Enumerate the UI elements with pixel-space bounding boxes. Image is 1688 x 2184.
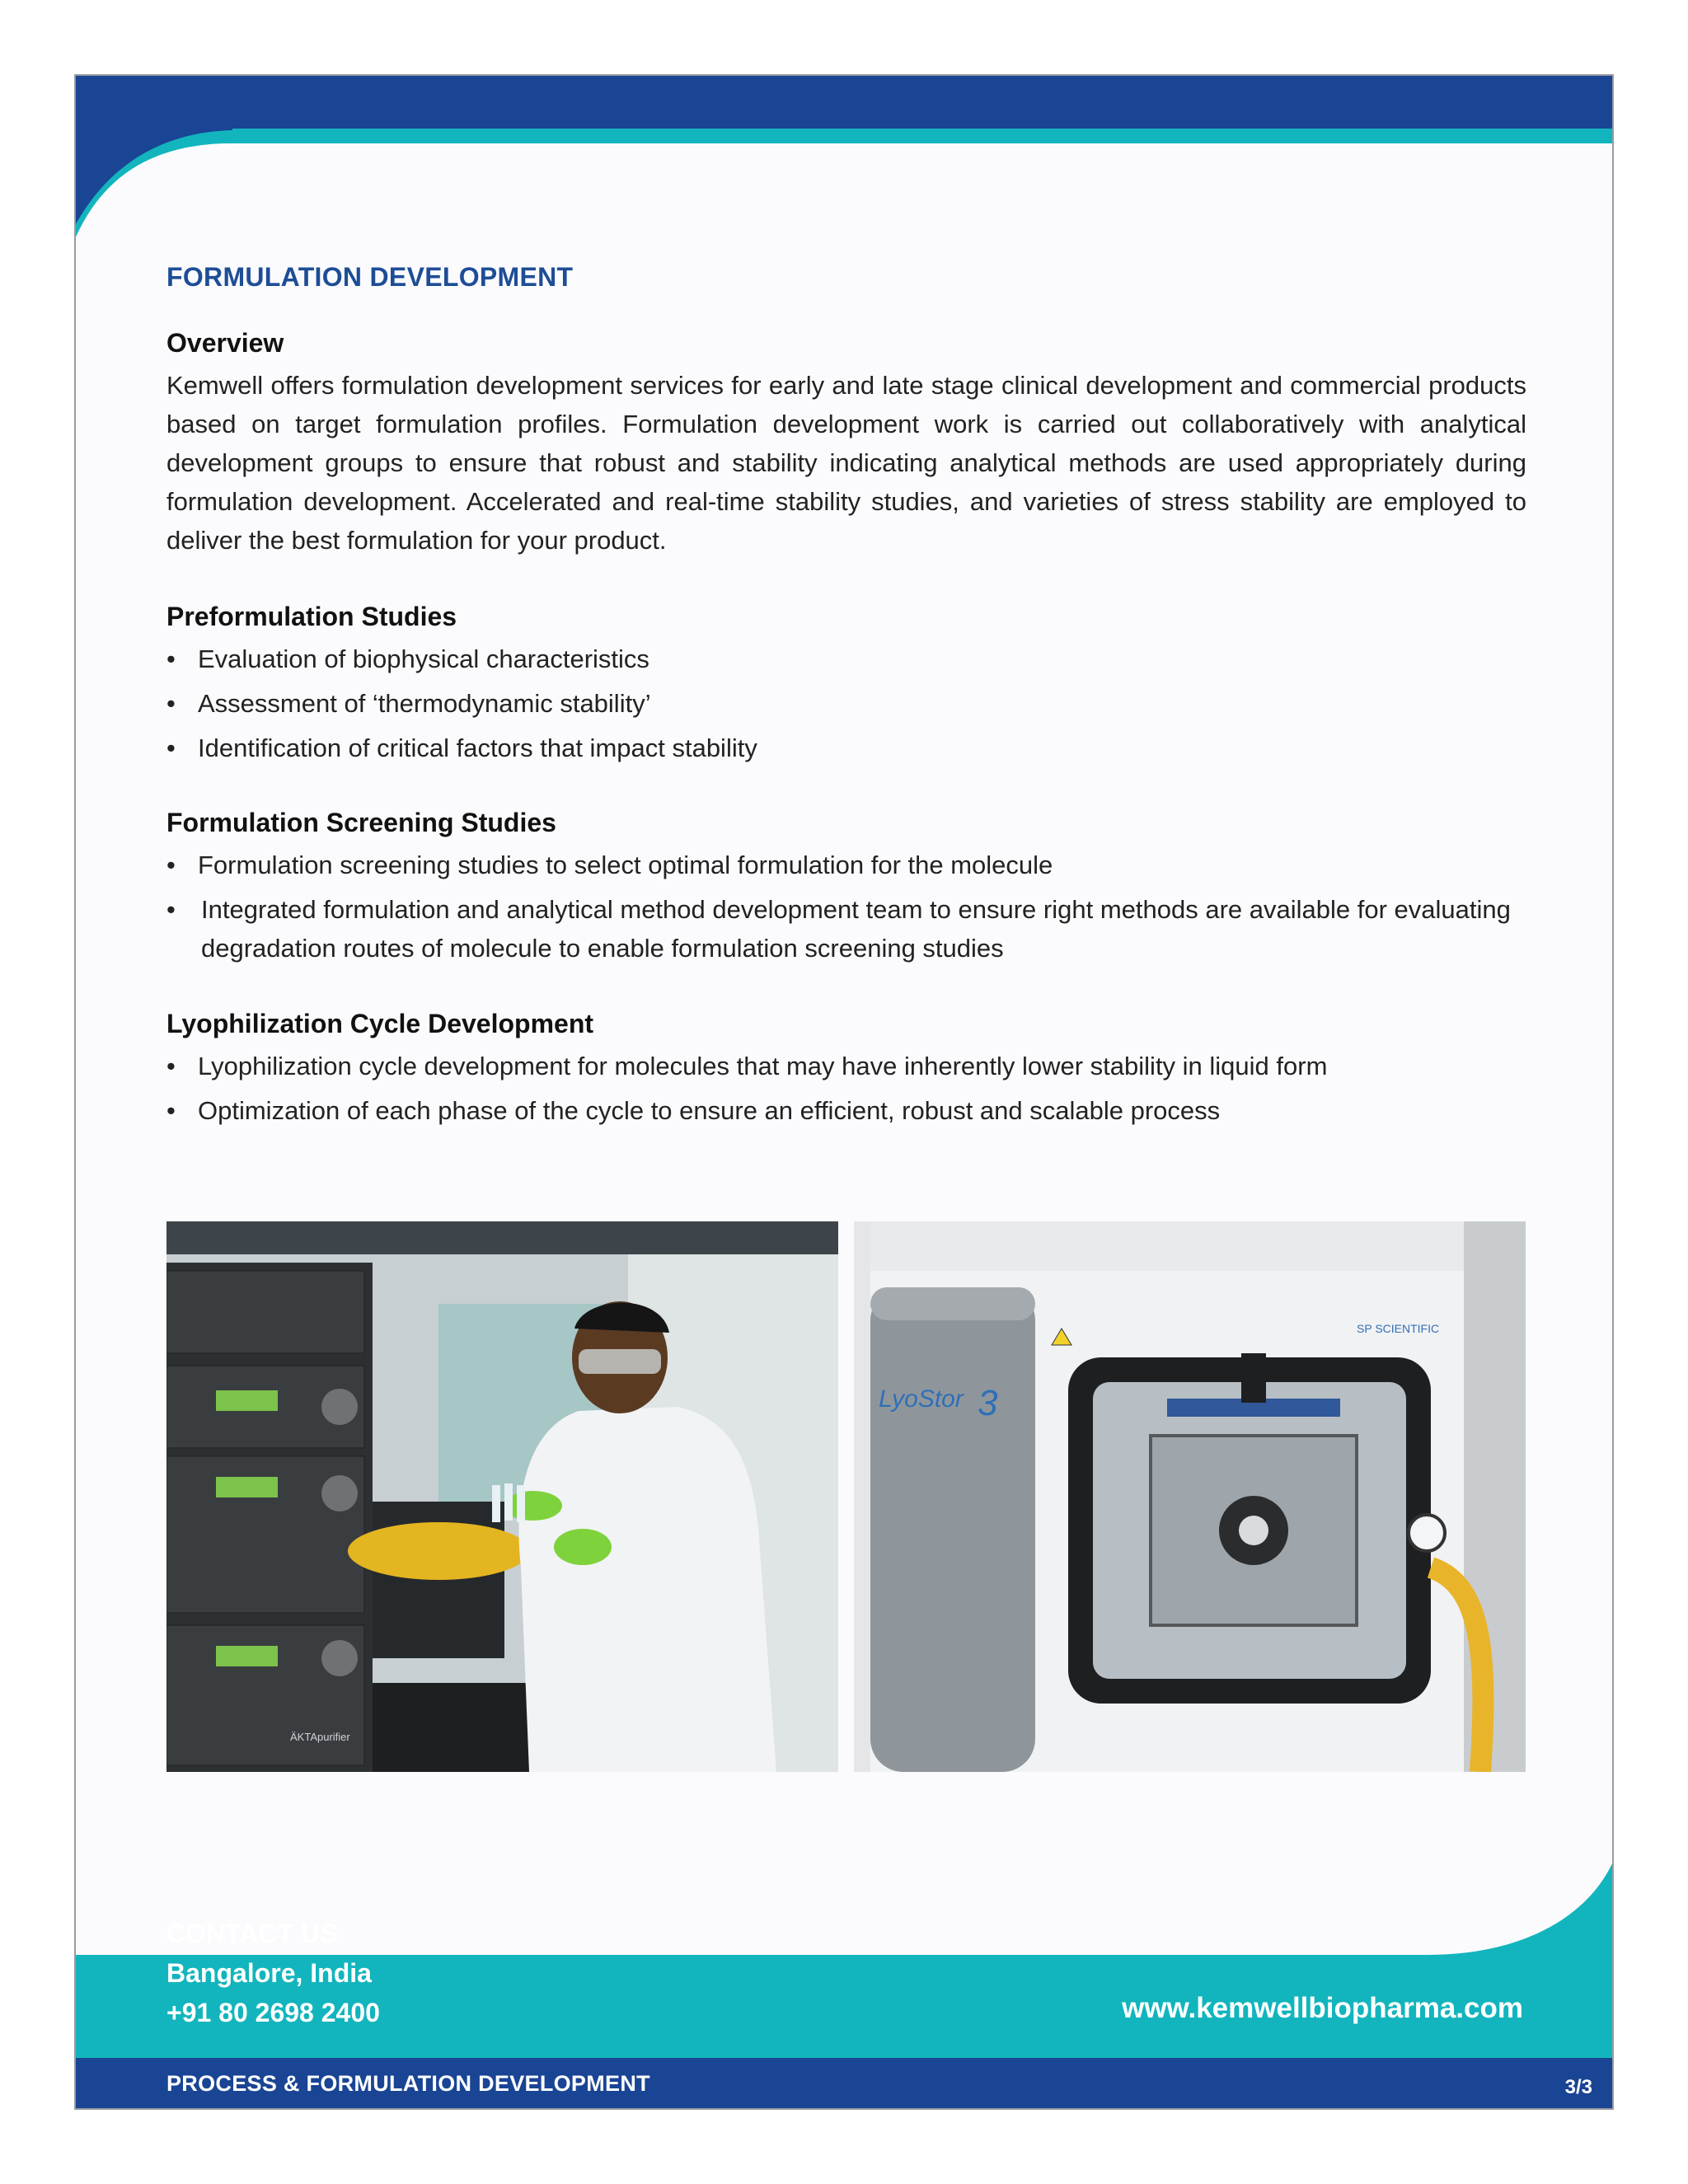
- list-item: • Lyophilization cycle development for molecules that may have inherently lower stability in liquid form: [166, 1052, 1328, 1080]
- list-item: • Assessment of ‘thermodynamic stability’: [166, 689, 651, 718]
- list-item: • Formulation screening studies to select optimal formulation for the molecule: [166, 851, 1053, 879]
- sp-scientific-label: SP SCIENTIFIC: [1357, 1322, 1440, 1335]
- page-number: 3/3: [1564, 2076, 1592, 2098]
- contact-block: [166, 1914, 380, 2032]
- lyophilization-heading: Lyophilization Cycle Development: [166, 1009, 594, 1038]
- instrument-stack: [166, 1271, 364, 1765]
- footer-bar: [76, 2058, 1614, 2110]
- sample-tray: [348, 1522, 529, 1580]
- list-item: • Optimization of each phase of the cycle to ensure an efficient, robust and scalable process: [166, 1096, 1221, 1125]
- footer-title: PROCESS & FORMULATION DEVELOPMENT: [166, 2071, 650, 2096]
- lyophilization-list: [166, 1047, 1526, 1136]
- sample-vials: [492, 1483, 525, 1522]
- instrument-label: ÄKTApurifier: [290, 1731, 350, 1743]
- preformulation-heading: Preformulation Studies: [166, 602, 457, 631]
- brochure-page: [74, 74, 1614, 2110]
- contact-location: Bangalore, India: [166, 1958, 372, 1988]
- list-item: • Identification of critical factors that impact stability: [166, 733, 757, 762]
- pressure-gauge-icon: [1409, 1515, 1445, 1551]
- freeze-dryer-photo: [854, 1221, 1526, 1772]
- screening-list: [166, 846, 1526, 973]
- section-title: FORMULATION DEVELOPMENT: [166, 262, 574, 292]
- vacuum-chamber: [1068, 1353, 1431, 1704]
- screening-heading: Formulation Screening Studies: [166, 808, 556, 837]
- lyostor-number: 3: [978, 1383, 998, 1423]
- lyostor-cylinder: [870, 1287, 1035, 1772]
- contact-heading: CONTACT US: [166, 1919, 338, 1948]
- lab-scientist-photo: [166, 1221, 838, 1772]
- list-item: • Integrated formulation and analytical method development team to ensure right methods are available for evaluating degradation routes of molecule to enable formulation screening studies: [166, 895, 1511, 963]
- contact-phone[interactable]: +91 80 2698 2400: [166, 1998, 380, 2027]
- overview-heading: Overview: [166, 328, 284, 358]
- list-item: • Evaluation of biophysical characteristics: [166, 644, 649, 673]
- website-link[interactable]: www.kemwellbiopharma.com: [1122, 1992, 1523, 2024]
- lyostor-brand: LyoStor: [879, 1385, 964, 1413]
- preformulation-list: [166, 640, 1526, 773]
- overview-paragraph: Kemwell offers formulation development services for early and late stage clinical development and commercial products based on target formulation profiles. Formulation development work is carried out collaboratively with analytical development groups to ensure that robust and stability indicating analytical methods are used appropriately during formulation development. Accelerated and real-time stability studies, and varieties of stress stability are employed to deliver the best formulation for your product.: [166, 371, 1526, 555]
